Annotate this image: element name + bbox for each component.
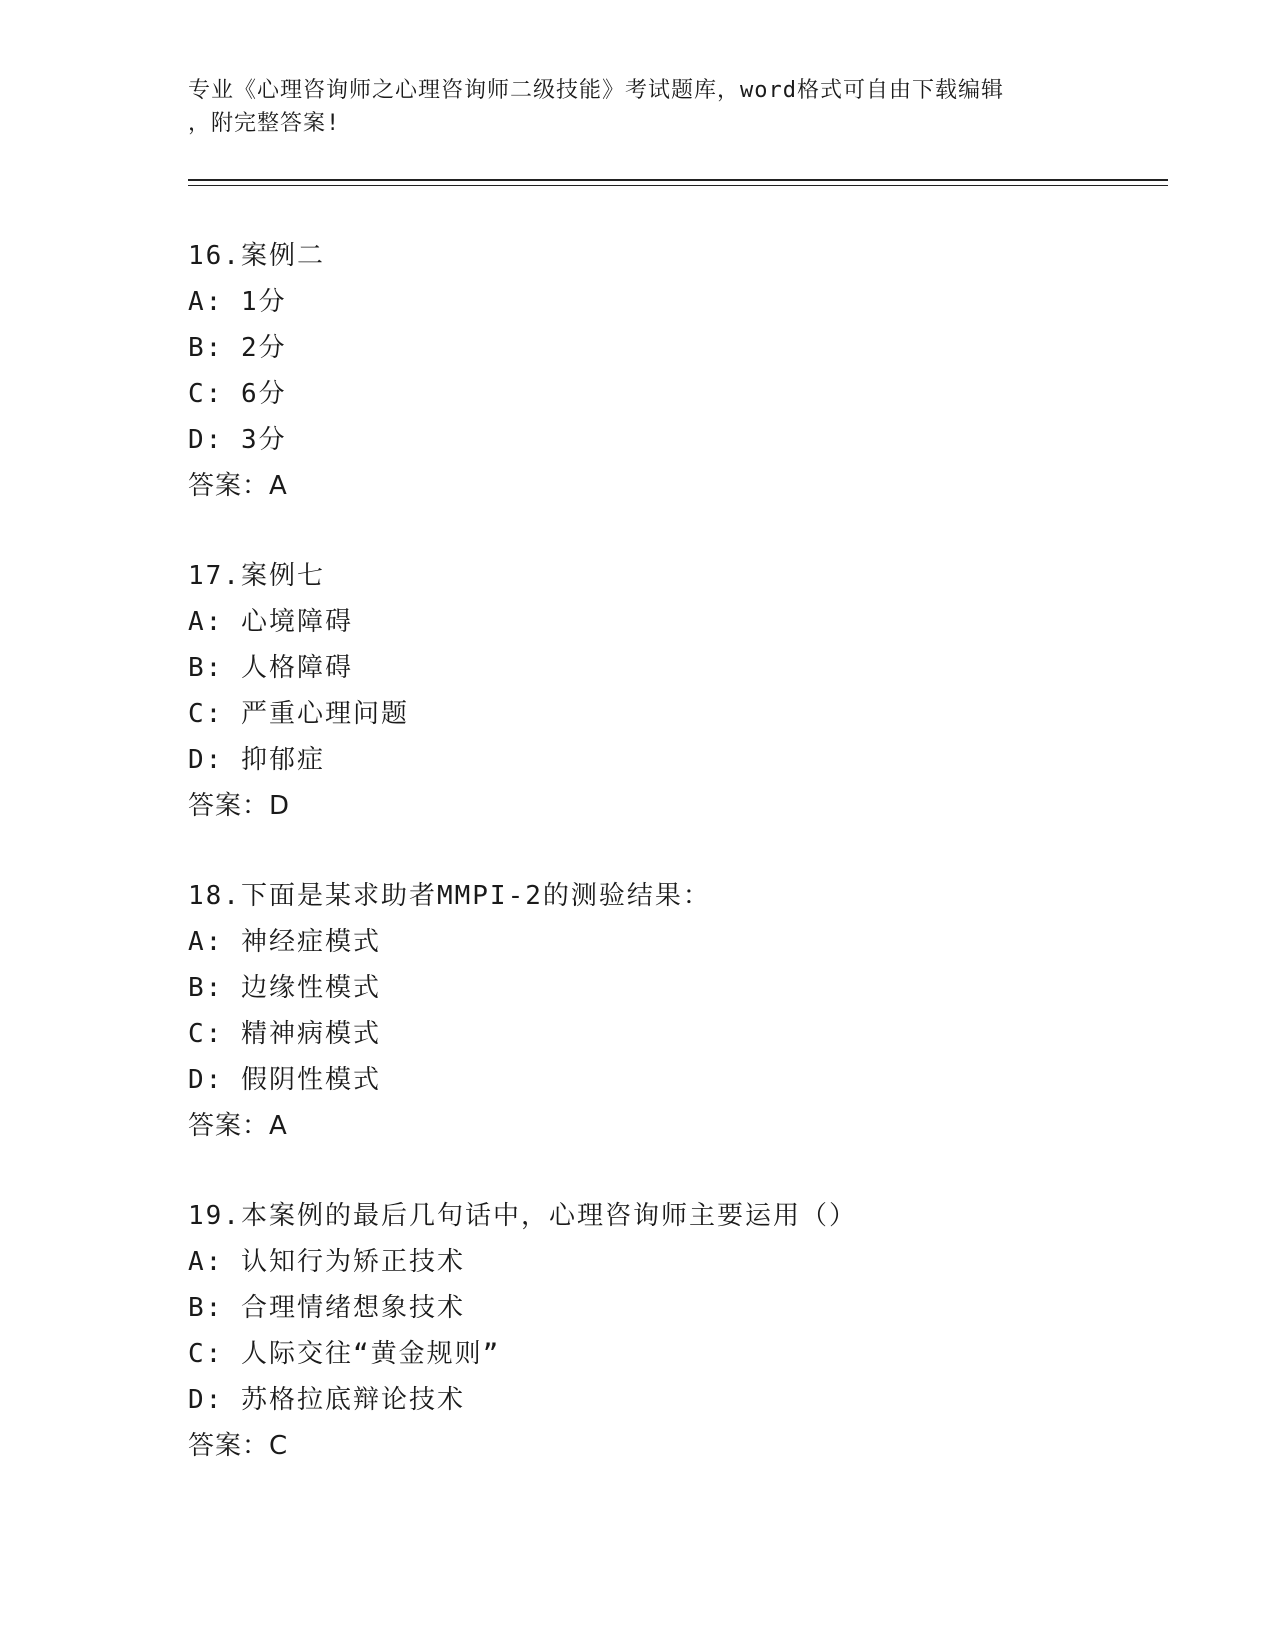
question-18 [188,873,1138,1149]
header-divider-thin [188,185,1168,186]
header-line-2: ，附完整答案! [188,111,341,136]
option-a: A: 认知行为矫正技术 [188,1247,465,1277]
question-stem: 16.案例二 [188,241,325,271]
answer: 答案：C [188,1431,289,1461]
option-c: C: 6分 [188,379,287,409]
option-d: D: 抑郁症 [188,745,325,775]
option-a: A: 心境障碍 [188,607,353,637]
question-stem: 19.本案例的最后几句话中，心理咨询师主要运用（） [188,1201,857,1231]
option-d: D: 假阴性模式 [188,1065,381,1095]
question-stem: 17.案例七 [188,561,325,591]
header-divider-thick [188,179,1168,181]
question-16 [188,233,1138,509]
option-b: B: 2分 [188,333,287,363]
option-a: A: 1分 [188,287,287,317]
answer: 答案：A [188,1111,288,1141]
option-a: A: 神经症模式 [188,927,381,957]
option-b: B: 合理情绪想象技术 [188,1293,465,1323]
answer: 答案：A [188,471,288,501]
option-c: C: 人际交往“黄金规则” [188,1339,501,1369]
answer: 答案：D [188,791,291,821]
question-stem: 18.下面是某求助者MMPI-2的测验结果： [188,881,711,911]
question-17 [188,553,1138,829]
option-c: C: 精神病模式 [188,1019,381,1049]
option-b: B: 人格障碍 [188,653,353,683]
option-d: D: 苏格拉底辩论技术 [188,1385,465,1415]
question-19 [188,1193,1138,1469]
option-b: B: 边缘性模式 [188,973,381,1003]
option-d: D: 3分 [188,425,287,455]
option-c: C: 严重心理问题 [188,699,409,729]
header-line-1: 专业《心理咨询师之心理咨询师二级技能》考试题库，word格式可自由下载编辑 [188,78,1004,103]
document-header [188,74,1088,140]
